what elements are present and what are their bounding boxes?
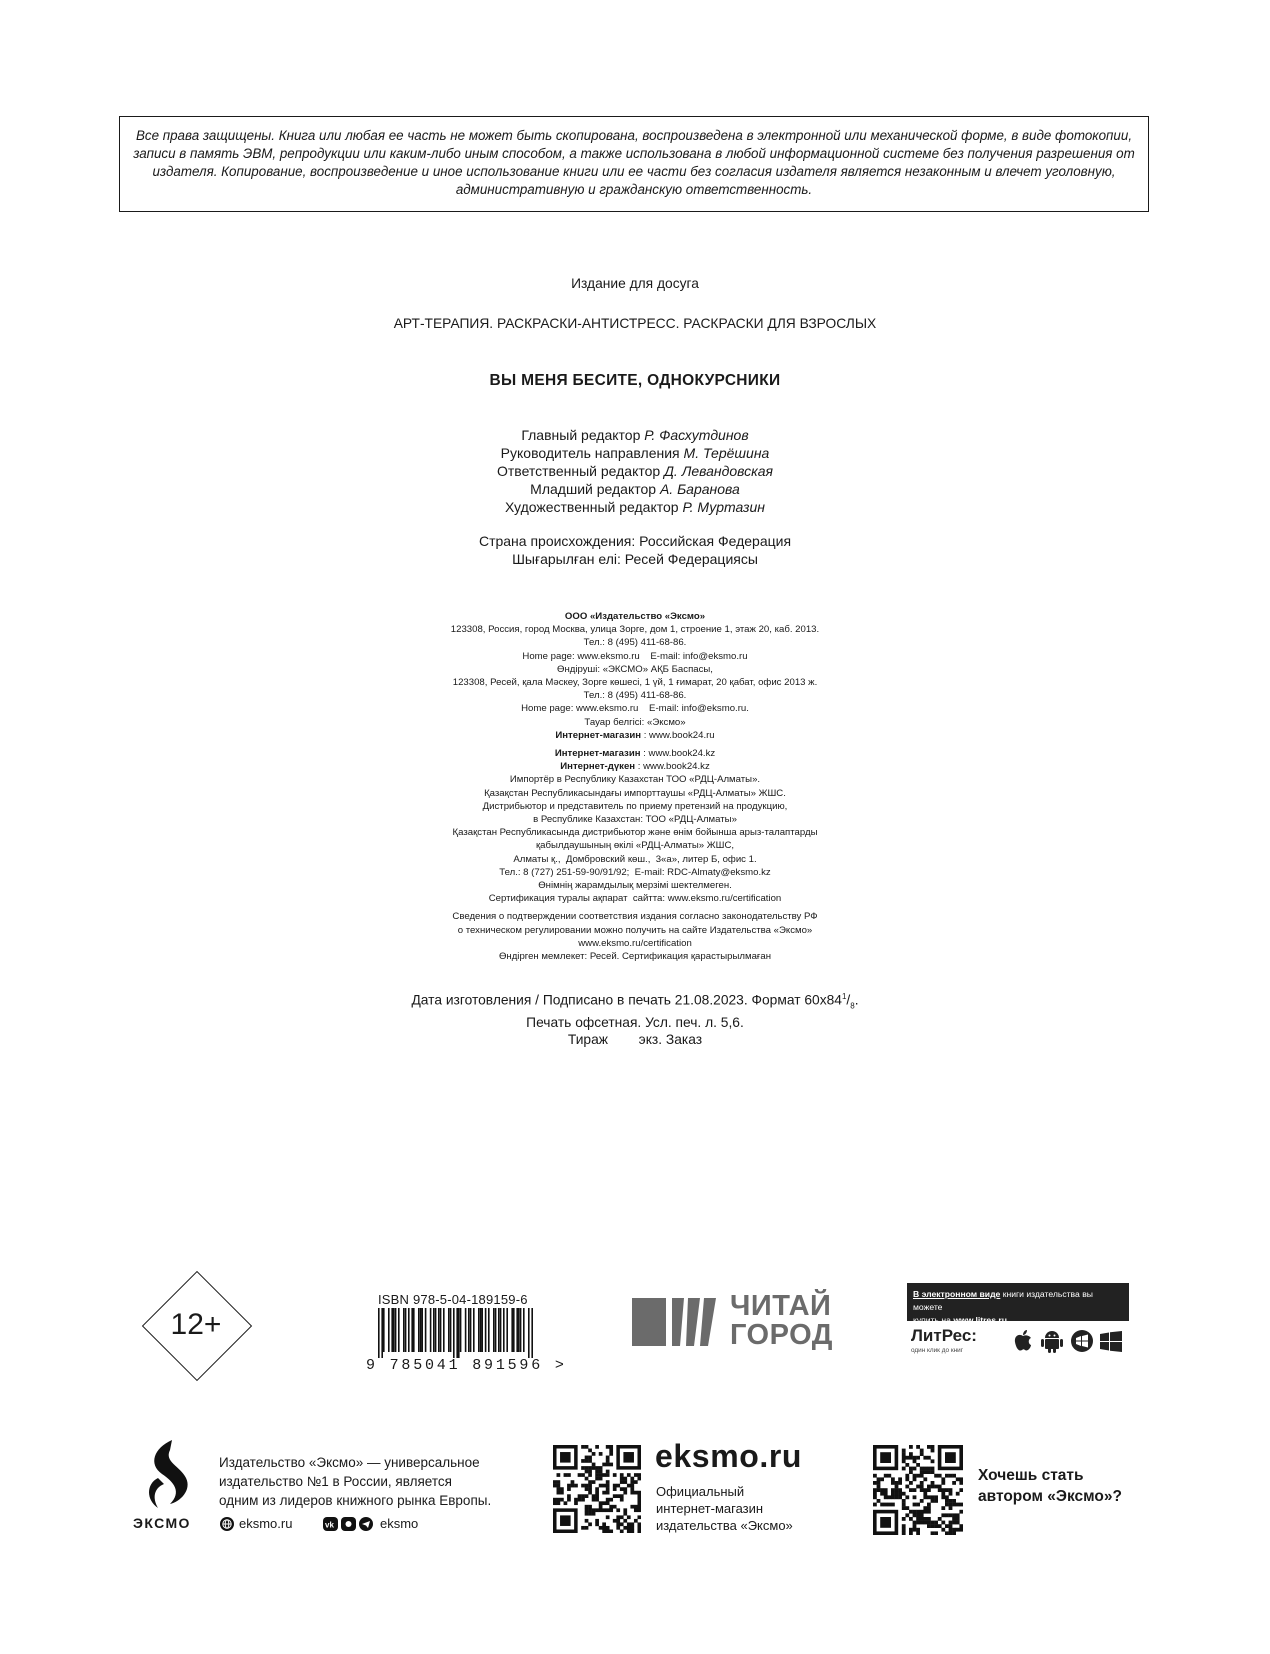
eksmo-site-link[interactable]: eksmo.ru (239, 1516, 293, 1531)
imprint-line: Тел.: 8 (727) 251-59-90/91/92; E-mail: RDC-Almaty@eksmo.kz (499, 866, 771, 878)
social-icons (323, 1517, 375, 1531)
edition-type: Издание для досуга (571, 276, 699, 291)
windows-icon (1100, 1331, 1122, 1352)
chitai-gorod-logo: ЧИТАЙ ГОРОД (730, 1290, 833, 1351)
eksmo-logo-text: ЭКСМО (133, 1515, 191, 1531)
imprint-line: Интернет-магазин : www.book24.ru (555, 729, 715, 741)
imprint-block (0, 610, 1270, 963)
windows-phone-icon (1071, 1330, 1093, 1352)
globe-icon (220, 1517, 234, 1531)
credit-line: Руководитель направления М. Терёшина (500, 445, 770, 461)
credit-line: Ответственный редактор Д. Левандовская (496, 463, 773, 479)
imprint-line: в Республике Казахстан: ТОО «РДЦ-Алматы» (533, 814, 737, 826)
imprint-line: Қазақстан Республикасындағы импорттаушы «РДЦ-Алматы» ЖШС. (484, 787, 786, 799)
country-block (0, 532, 1270, 568)
imprint-line: о техническом регулировании можно получить на сайте Издательства «Эксмо» (457, 924, 813, 936)
imprint-line: 123308, Россия, город Москва, улица Зорге, дом 1, строение 1, этаж 20, каб. 2013. (450, 624, 820, 636)
imprint-line: Интернет-магазин : www.book24.kz (554, 748, 716, 760)
printing-line-2: Печать офсетная. Усл. печ. л. 5,6. (526, 1015, 744, 1031)
imprint-line: Дистрибьютор и представитель по приему претензий на продукцию, (482, 800, 788, 812)
eksmo-shop-link[interactable]: eksmo.ru (655, 1438, 803, 1474)
publisher-name: ООО «Издательство «Эксмо» (564, 611, 706, 622)
credit-line: Художественный редактор Р. Муртазин (505, 499, 765, 515)
credits-block (0, 426, 1270, 516)
imprint-line: Home page: www.eksmo.ru E-mail: info@eksmo.ru. (521, 703, 749, 715)
isbn-label: ISBN 978-5-04-189159-6 (378, 1292, 528, 1307)
age-rating: 12+ (170, 1308, 222, 1341)
printing-block (0, 988, 1270, 1048)
qr-code-shop (553, 1445, 641, 1533)
printing-line-1: Дата изготовления / Подписано в печать 21.08.2023. Формат $60х84^1/_8$. (411, 992, 859, 1011)
imprint-line: 123308, Ресей, қала Мәскеу, Зорге көшесі, 1 үй, 1 ғимарат, 20 қабат, офис 2013 ж. (452, 677, 818, 689)
litres-logo: ЛитРес: (911, 1326, 977, 1345)
imprint-line: Қазақстан Республикасында дистрибьютор және өнім бойынша арыз-талаптарды (452, 827, 818, 839)
imprint-line: Сертификация туралы ақпарат сайтта: www.eksmo.ru/certification (488, 893, 782, 905)
litres-banner: В электронном виде книги издательства вы можете купить на www.litres.ru (907, 1283, 1129, 1321)
become-author-link[interactable]: Хочешь стать автором «Эксмо»? (978, 1467, 1122, 1505)
eksmo-description: Издательство «Эксмо» — универсальное издательство №1 в России, является одним из лидеров книжного рынка Европы. (219, 1455, 492, 1508)
eksmo-social-link[interactable]: eksmo (380, 1516, 419, 1531)
imprint-line: Тауар белгісі: «Эксмо» (584, 716, 686, 728)
chitai-gorod-logo-icon (632, 1296, 726, 1348)
book-title: ВЫ МЕНЯ БЕСИТЕ, ОДНОКУРСНИКИ (489, 372, 781, 389)
imprint-line: Интернет-дүкен : www.book24.kz (560, 761, 710, 773)
series-line: АРТ-ТЕРАПИЯ. РАСКРАСКИ-АНТИСТРЕСС. РАСКРАСКИ ДЛЯ ВЗРОСЛЫХ (393, 316, 877, 331)
credit-line: Главный редактор Р. Фасхутдинов (521, 427, 749, 443)
credit-line: Младший редактор А. Баранова (530, 481, 740, 497)
litres-tagline: один клик до книг (911, 1347, 964, 1354)
qr-code-author (873, 1445, 963, 1535)
printing-line-3: Тираж экз. Заказ (567, 1032, 703, 1048)
eksmo-shop-description: Официальный интернет-магазин издательства «Эксмо» (656, 1484, 793, 1533)
imprint-line: Импортёр в Республику Казахстан ТОО «РДЦ-Алматы». (509, 774, 761, 786)
country-ru: Страна происхождения: Российская Федерация (478, 533, 792, 549)
apple-icon (1013, 1330, 1033, 1352)
imprint-line: қабылдаушының өкілі «РДЦ-Алматы» ЖШС, (535, 840, 735, 852)
country-kz: Шығарылған елі: Ресей Федерациясы (512, 551, 758, 567)
barcode-digits: 9 785041 891596 > (366, 1357, 567, 1374)
imprint-line: Тел.: 8 (495) 411-68-86. (583, 637, 687, 649)
rights-notice: Все права защищены. Книга или любая ее часть не может быть скопирована, воспроизведена в электронной или механической форме, в виде фотокопии, записи в память ЭВМ, репродукции или каким-либо иным способом, а также использована в любой информационной системе без получения разрешения от издателя. Копирование, воспроизведение и иное использование книги или ее части без согласия издателя является незаконным и влечет уголовную, административную и гражданскую ответственность. (119, 116, 1149, 212)
imprint-line: Алматы қ., Домбровский көш., 3«а», литер Б, офис 1. (513, 853, 757, 865)
android-icon (1041, 1329, 1063, 1353)
imprint-line: Тел.: 8 (495) 411-68-86. (583, 690, 687, 702)
svg-text:vk: vk (325, 1520, 334, 1530)
imprint-line: Сведения о подтверждении соответствия издания согласно законодательству РФ (452, 911, 818, 923)
imprint-line: www.eksmo.ru/certification (578, 937, 692, 949)
imprint-line: Өндірген мемлекет: Ресей. Сертификация қарастырылмаған (498, 951, 772, 963)
eksmo-logo-icon (140, 1438, 198, 1516)
imprint-line: Өндіруші: «ЭКСМО» АҚБ Баспасы, (557, 663, 713, 675)
imprint-line: Home page: www.eksmo.ru E-mail: info@eksmo.ru (522, 650, 748, 662)
imprint-line: Өнімнің жарамдылық мерзімі шектелмеген. (538, 880, 732, 892)
barcode-graphic (378, 1308, 536, 1358)
